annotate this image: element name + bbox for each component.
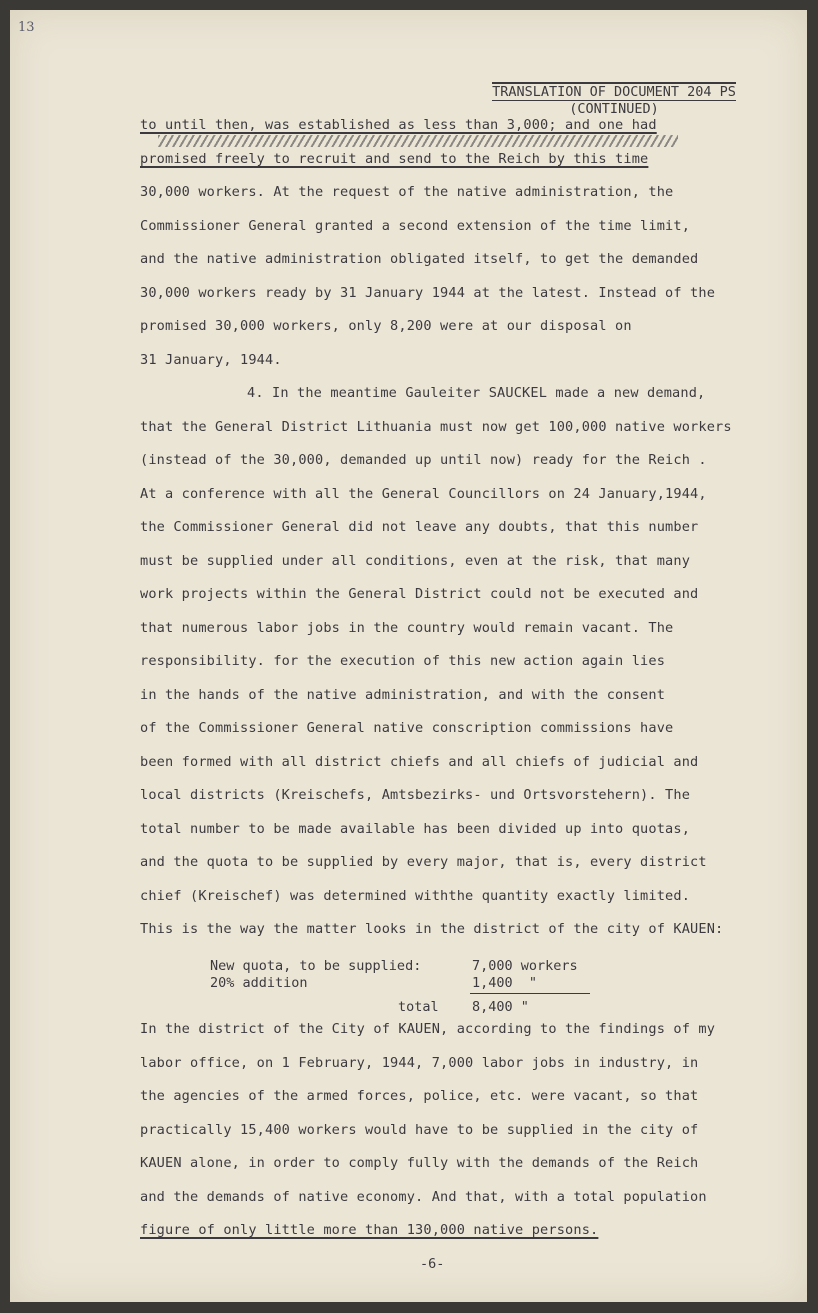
text-line: that numerous labor jobs in the country would remain vacant. The <box>140 620 674 636</box>
text-line: work projects within the General District could not be executed and <box>140 586 699 602</box>
text-line: chief (Kreischef) was determined withthe quantity exactly limited. <box>140 888 691 904</box>
text-line: the Commissioner General did not leave any doubts, that this number <box>140 519 699 535</box>
text-line: This is the way the matter looks in the district of the city of KAUEN: <box>140 921 724 937</box>
text-line: local districts (Kreischefs, Amtsbezirks- und Ortsvorstehern). The <box>140 787 691 803</box>
quota-value: 1,400 " <box>472 975 538 991</box>
text-line: promised 30,000 workers, only 8,200 were at our disposal on <box>140 318 632 334</box>
text-line: practically 15,400 workers would have to be supplied in the city of <box>140 1122 699 1138</box>
text-line: labor office, on 1 February, 1944, 7,000 labor jobs in industry, in <box>140 1055 699 1071</box>
text-line: to until then, was established as less than 3,000; and one had <box>140 117 657 133</box>
text-line: At a conference with all the General Councillors on 24 January,1944, <box>140 486 707 502</box>
text-line: been formed with all district chiefs and all chiefs of judicial and <box>140 754 699 770</box>
text-line: must be supplied under all conditions, even at the risk, that many <box>140 553 691 569</box>
quota-row <box>210 975 630 992</box>
quota-total-value: 8,400 " <box>472 999 529 1015</box>
text-line: and the demands of native economy. And that, with a total population <box>140 1189 707 1205</box>
text-line: 30,000 workers ready by 31 January 1944 at the latest. Instead of the <box>140 285 716 301</box>
text-line: responsibility. for the execution of this new action again lies <box>140 653 666 669</box>
archive-page-number: 13 <box>18 20 35 35</box>
text-line: KAUEN alone, in order to comply fully with the demands of the Reich <box>140 1155 699 1171</box>
text-line: figure of only little more than 130,000 native persons. <box>140 1222 599 1238</box>
text-line: 31 January, 1944. <box>140 352 282 368</box>
text-line: In the district of the City of KAUEN, according to the findings of my <box>140 1021 716 1037</box>
text-line: the agencies of the armed forces, police, etc. were vacant, so that <box>140 1088 699 1104</box>
text-line: total number to be made available has been divided up into quotas, <box>140 821 691 837</box>
text-line: 30,000 workers. At the request of the native administration, the <box>140 184 674 200</box>
text-line: Commissioner General granted a second extension of the time limit, <box>140 218 691 234</box>
document-page <box>10 10 807 1302</box>
text-line: (instead of the 30,000, demanded up until now) ready for the Reich . <box>140 452 707 468</box>
text-line: in the hands of the native administration, and with the consent <box>140 687 666 703</box>
quota-label: 20% addition <box>210 975 308 991</box>
quota-label: New quota, to be supplied: <box>210 958 422 974</box>
text-line: and the quota to be supplied by every major, that is, every district <box>140 854 707 870</box>
text-line: 4. In the meantime Gauleiter SAUCKEL made a new demand, <box>247 385 706 401</box>
sum-rule <box>470 993 590 994</box>
quota-row <box>210 958 630 975</box>
text-line: that the General District Lithuania must now get 100,000 native workers <box>140 419 732 435</box>
quota-value: 7,000 workers <box>472 958 578 974</box>
quota-total-label: total <box>398 999 439 1015</box>
text-line: promised freely to recruit and send to the Reich by this time <box>140 151 649 167</box>
quota-table <box>210 958 630 1015</box>
page-number: -6- <box>420 1256 445 1272</box>
text-line: and the native administration obligated itself, to get the demanded <box>140 251 699 267</box>
text-line: of the Commissioner General native conscription commissions have <box>140 720 674 736</box>
header-title: TRANSLATION OF DOCUMENT 204 PS <box>492 84 736 100</box>
document-header <box>484 82 744 117</box>
header-subtitle: (CONTINUED) <box>569 101 659 117</box>
strikethrough-scribble <box>158 135 678 147</box>
